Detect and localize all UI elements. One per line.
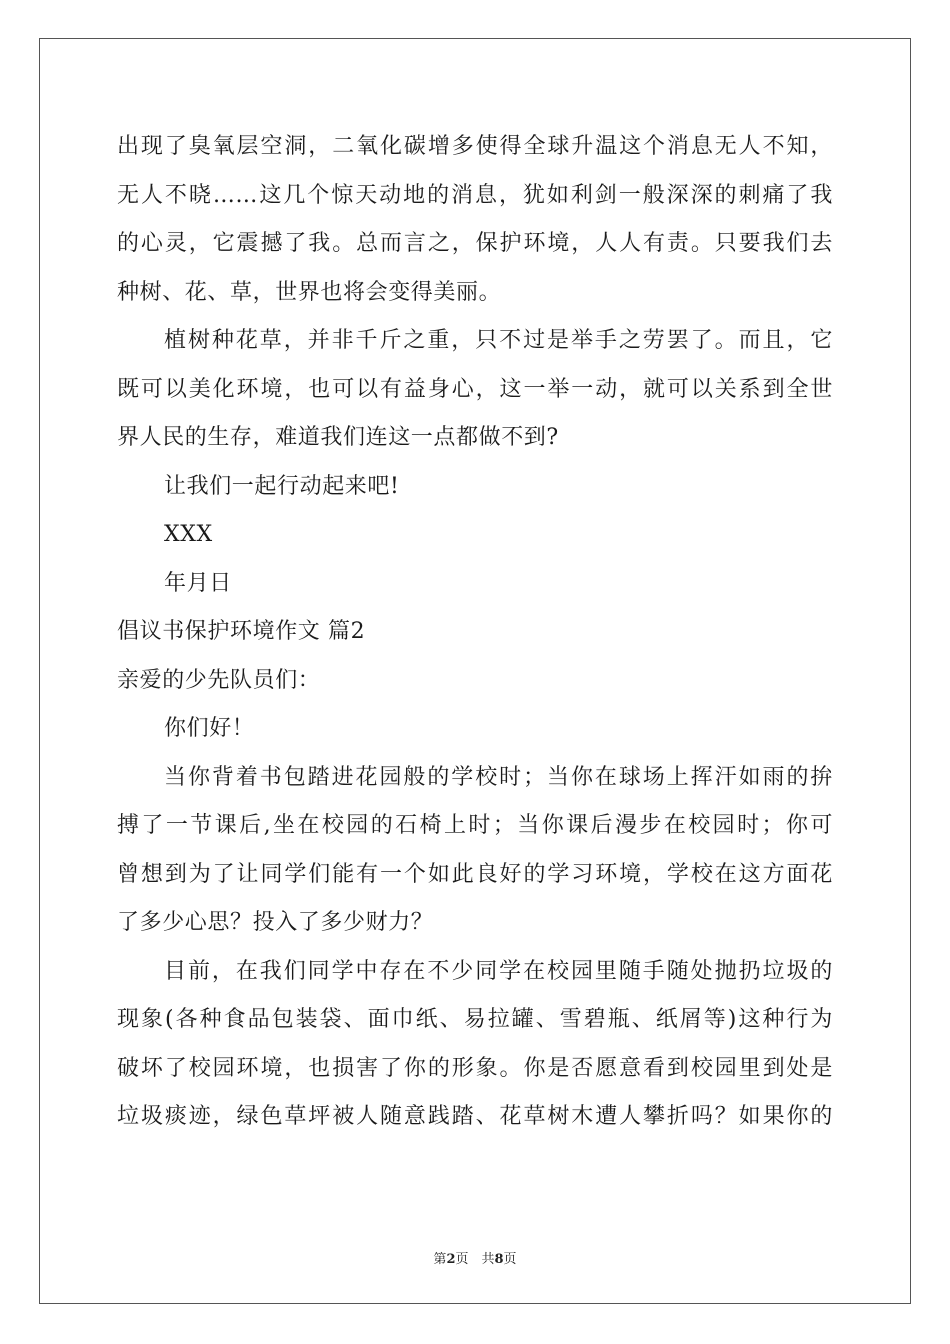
text-line: 倡议书保护环境作文 篇2 [117,619,366,644]
text-line: 目前，在我们同学中存在不少同学在校园里随手随处抛扔垃圾的 [164,958,833,984]
text-line: 种树、花、草，世界也将会变得美丽。 [117,279,502,305]
page-footer [0,1248,950,1267]
text-line: 界人民的生存，难道我们连这一点都做不到? [117,425,559,450]
text-line: XXX [164,522,213,547]
text-line: 亲爱的少先队员们： [117,667,321,693]
text-line: 垃圾痰迹，绿色草坪被人随意践踏、花草树木遭人攀折吗？如果你的 [117,1104,833,1129]
footer-mid: 页 共 [455,1252,495,1267]
footer-total-pages: 8 [494,1252,504,1267]
text-line: 搏了一节课后,坐在校园的石椅上时；当你课后漫步在校园时；你可 [117,813,833,838]
text-line: 了多少心思？投入了多少财力？ [117,910,434,935]
text-line: 出现了臭氧层空洞，二氧化碳增多使得全球升温这个消息无人不知， [117,134,833,159]
text-line: 无人不晓……这几个惊天动地的消息，犹如利剑一般深深的刺痛了我 [117,182,833,208]
document-body [117,123,833,1142]
text-line: 年月日 [164,570,232,596]
text-line: 现象(各种食品包装袋、面巾纸、易拉罐、雪碧瓶、纸屑等)这种行为 [117,1007,833,1032]
text-line: 的心灵，它震撼了我。总而言之，保护环境，人人有责。只要我们去 [117,231,833,256]
text-line: 让我们一起行动起来吧! [164,473,400,499]
text-line: 植树种花草，并非千斤之重，只不过是举手之劳罢了。而且，它 [164,328,833,353]
footer-current-page: 2 [446,1252,456,1267]
text-line: 当你背着书包踏进花园般的学校时；当你在球场上挥汗如雨的拚 [164,764,833,790]
text-line: 破坏了校园环境，也损害了你的形象。你是否愿意看到校园里到处是 [117,1055,833,1081]
text-line: 既可以美化环境，也可以有益身心，这一举一动，就可以关系到全世 [117,376,833,402]
text-line: 你们好！ [164,716,255,741]
text-line: 曾想到为了让同学们能有一个如此良好的学习环境，学校在这方面花 [117,861,833,887]
footer-suffix: 页 [503,1252,517,1267]
footer-prefix: 第 [433,1252,447,1267]
